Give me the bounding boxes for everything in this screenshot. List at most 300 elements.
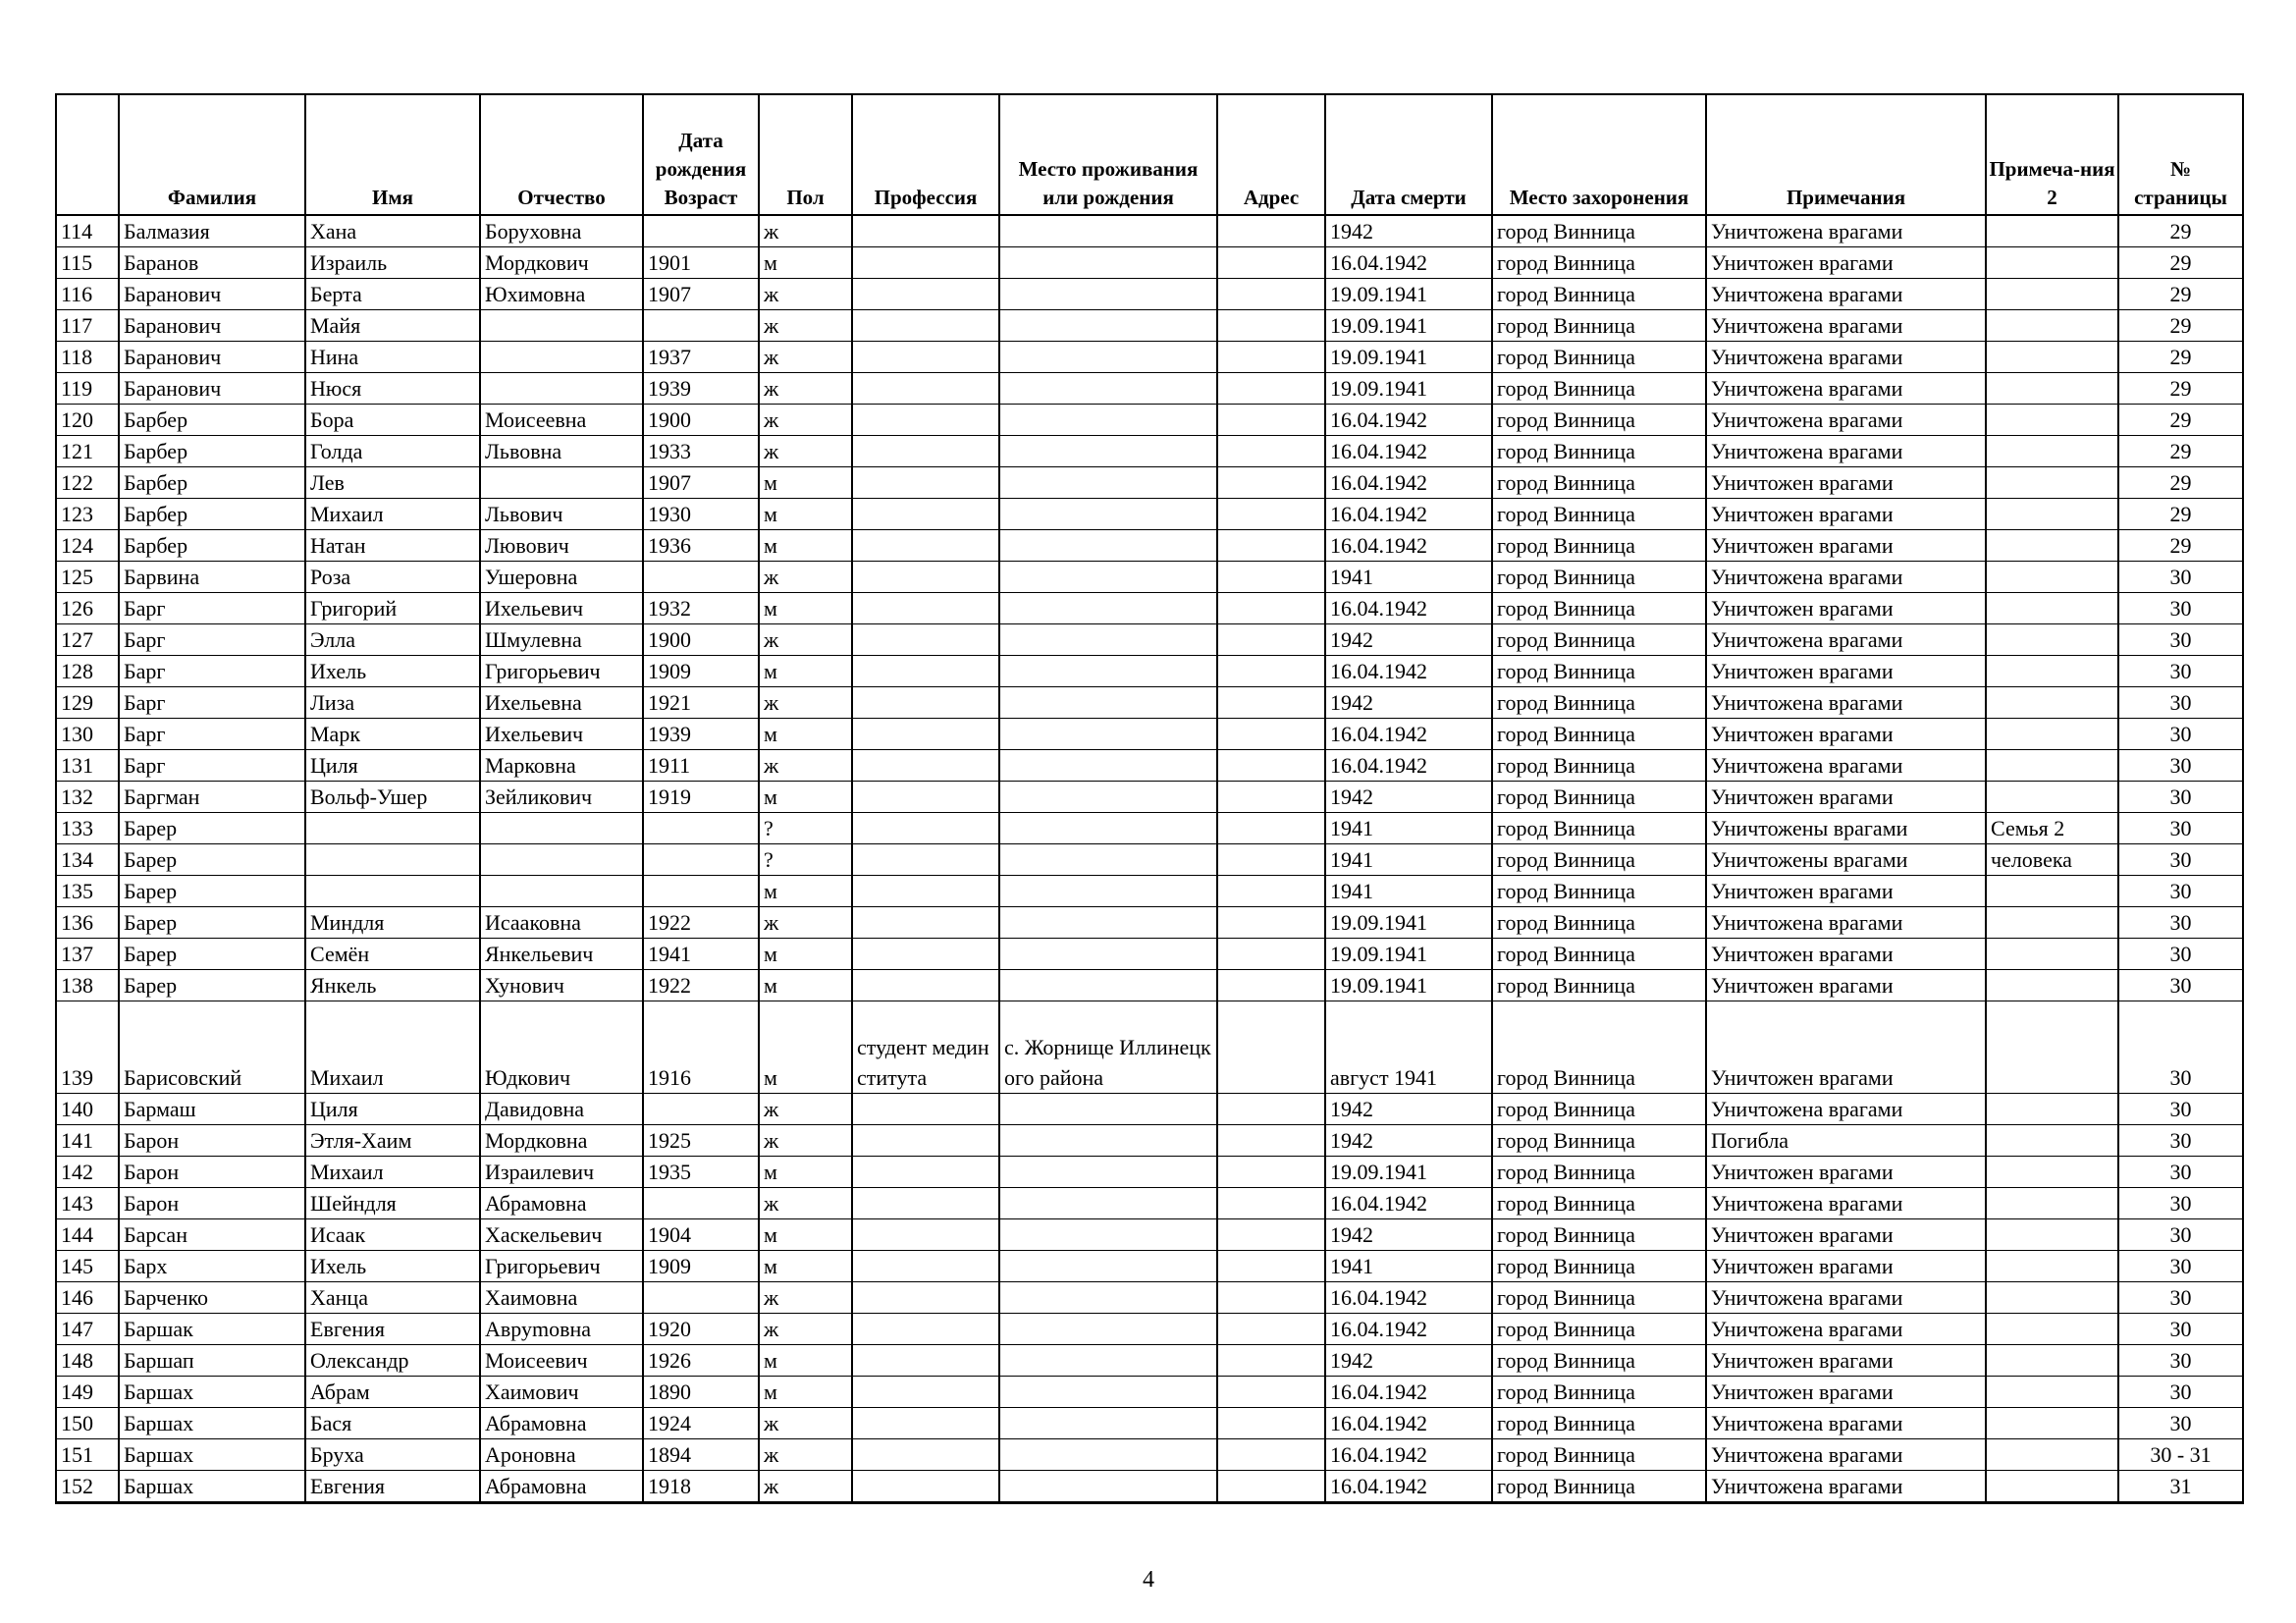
cell-notes-2 bbox=[1986, 656, 2118, 687]
cell-patronymic: Лювович bbox=[480, 530, 643, 562]
cell-notes-2 bbox=[1986, 310, 2118, 342]
table-row bbox=[56, 1094, 2243, 1125]
cell-last-name: Барбер bbox=[119, 405, 305, 436]
cell-page-ref: 30 bbox=[2118, 719, 2243, 750]
cell-last-name: Баранович bbox=[119, 373, 305, 405]
cell-patronymic: Львович bbox=[480, 499, 643, 530]
cell-notes: Уничтожен врагами bbox=[1706, 656, 1986, 687]
cell-patronymic bbox=[480, 467, 643, 499]
cell-profession bbox=[852, 405, 999, 436]
cell-last-name: Баранович bbox=[119, 310, 305, 342]
cell-patronymic: Шмулевна bbox=[480, 624, 643, 656]
cell-patronymic: Исааковна bbox=[480, 907, 643, 939]
cell-residence bbox=[999, 593, 1217, 624]
cell-sex: ж bbox=[759, 215, 852, 247]
cell-residence bbox=[999, 876, 1217, 907]
cell-first-name: Бася bbox=[305, 1408, 480, 1439]
cell-notes-2 bbox=[1986, 1157, 2118, 1188]
cell-profession bbox=[852, 215, 999, 247]
table-row bbox=[56, 844, 2243, 876]
cell-burial-place: город Винница bbox=[1492, 1157, 1706, 1188]
cell-row-number: 138 bbox=[56, 970, 119, 1001]
table-row bbox=[56, 436, 2243, 467]
cell-patronymic bbox=[480, 876, 643, 907]
cell-burial-place: город Винница bbox=[1492, 1314, 1706, 1345]
cell-burial-place: город Винница bbox=[1492, 310, 1706, 342]
cell-profession bbox=[852, 624, 999, 656]
column-header-first-name: Имя bbox=[305, 94, 480, 215]
cell-notes: Уничтожен врагами bbox=[1706, 530, 1986, 562]
cell-notes: Уничтожена врагами bbox=[1706, 907, 1986, 939]
cell-first-name: Ихель bbox=[305, 656, 480, 687]
cell-burial-place: город Винница bbox=[1492, 1094, 1706, 1125]
column-header-last-name: Фамилия bbox=[119, 94, 305, 215]
cell-death-date: 16.04.1942 bbox=[1325, 1408, 1492, 1439]
cell-profession bbox=[852, 970, 999, 1001]
cell-sex: ? bbox=[759, 844, 852, 876]
cell-address bbox=[1217, 215, 1325, 247]
cell-profession bbox=[852, 373, 999, 405]
cell-sex: м bbox=[759, 1157, 852, 1188]
cell-notes-2 bbox=[1986, 1408, 2118, 1439]
cell-sex: ж bbox=[759, 750, 852, 782]
cell-death-date: 1941 bbox=[1325, 562, 1492, 593]
cell-last-name: Барг bbox=[119, 719, 305, 750]
cell-profession bbox=[852, 1377, 999, 1408]
column-header-notes-2: Примеча-ния 2 bbox=[1986, 94, 2118, 215]
cell-sex: м bbox=[759, 1219, 852, 1251]
cell-residence bbox=[999, 530, 1217, 562]
cell-last-name: Барсан bbox=[119, 1219, 305, 1251]
cell-birth-date: 1937 bbox=[643, 342, 759, 373]
cell-residence bbox=[999, 1125, 1217, 1157]
cell-sex: ж bbox=[759, 279, 852, 310]
cell-notes-2 bbox=[1986, 1188, 2118, 1219]
cell-page-ref: 30 bbox=[2118, 907, 2243, 939]
cell-burial-place: город Винница bbox=[1492, 436, 1706, 467]
table-row bbox=[56, 1439, 2243, 1471]
cell-first-name: Евгения bbox=[305, 1471, 480, 1503]
cell-patronymic bbox=[480, 844, 643, 876]
cell-first-name: Циля bbox=[305, 1094, 480, 1125]
cell-notes: Уничтожена врагами bbox=[1706, 562, 1986, 593]
cell-address bbox=[1217, 436, 1325, 467]
cell-birth-date: 1941 bbox=[643, 939, 759, 970]
cell-birth-date: 1939 bbox=[643, 719, 759, 750]
cell-birth-date: 1909 bbox=[643, 1251, 759, 1282]
cell-first-name: Этля-Хаим bbox=[305, 1125, 480, 1157]
cell-first-name: Евгения bbox=[305, 1314, 480, 1345]
cell-last-name: Барер bbox=[119, 876, 305, 907]
cell-residence bbox=[999, 1314, 1217, 1345]
cell-first-name: Лев bbox=[305, 467, 480, 499]
cell-birth-date: 1894 bbox=[643, 1439, 759, 1471]
cell-page-ref: 30 bbox=[2118, 970, 2243, 1001]
table-row bbox=[56, 562, 2243, 593]
cell-birth-date: 1924 bbox=[643, 1408, 759, 1439]
cell-address bbox=[1217, 1001, 1325, 1094]
cell-death-date: 1942 bbox=[1325, 1125, 1492, 1157]
cell-first-name bbox=[305, 844, 480, 876]
cell-row-number: 141 bbox=[56, 1125, 119, 1157]
cell-address bbox=[1217, 1219, 1325, 1251]
cell-first-name: Вольф-Ушер bbox=[305, 782, 480, 813]
cell-sex: ж bbox=[759, 342, 852, 373]
cell-notes: Уничтожена врагами bbox=[1706, 1188, 1986, 1219]
cell-death-date: 16.04.1942 bbox=[1325, 1439, 1492, 1471]
cell-notes-2 bbox=[1986, 719, 2118, 750]
cell-burial-place: город Винница bbox=[1492, 1188, 1706, 1219]
cell-death-date: 16.04.1942 bbox=[1325, 1471, 1492, 1503]
cell-burial-place: город Винница bbox=[1492, 719, 1706, 750]
cell-first-name: Олександр bbox=[305, 1345, 480, 1377]
cell-death-date: 1942 bbox=[1325, 624, 1492, 656]
cell-address bbox=[1217, 342, 1325, 373]
cell-sex: ж bbox=[759, 1439, 852, 1471]
cell-residence bbox=[999, 813, 1217, 844]
table-row bbox=[56, 373, 2243, 405]
cell-page-ref: 30 bbox=[2118, 782, 2243, 813]
cell-last-name: Баршах bbox=[119, 1439, 305, 1471]
column-header-patronymic: Отчество bbox=[480, 94, 643, 215]
cell-page-ref: 30 bbox=[2118, 1001, 2243, 1094]
table-row bbox=[56, 1377, 2243, 1408]
cell-birth-date: 1936 bbox=[643, 530, 759, 562]
cell-patronymic bbox=[480, 813, 643, 844]
cell-last-name: Баршак bbox=[119, 1314, 305, 1345]
cell-patronymic: Мордковна bbox=[480, 1125, 643, 1157]
cell-row-number: 129 bbox=[56, 687, 119, 719]
cell-first-name: Миндля bbox=[305, 907, 480, 939]
cell-first-name: Хана bbox=[305, 215, 480, 247]
cell-last-name: Барер bbox=[119, 813, 305, 844]
cell-residence bbox=[999, 656, 1217, 687]
table-row bbox=[56, 782, 2243, 813]
cell-last-name: Барг bbox=[119, 593, 305, 624]
cell-profession bbox=[852, 1251, 999, 1282]
cell-sex: м bbox=[759, 939, 852, 970]
cell-notes: Уничтожена врагами bbox=[1706, 1282, 1986, 1314]
cell-burial-place: город Винница bbox=[1492, 1377, 1706, 1408]
cell-residence bbox=[999, 215, 1217, 247]
cell-birth-date: 1919 bbox=[643, 782, 759, 813]
cell-burial-place: город Винница bbox=[1492, 499, 1706, 530]
cell-page-ref: 29 bbox=[2118, 215, 2243, 247]
cell-first-name: Михаил bbox=[305, 499, 480, 530]
cell-first-name: Циля bbox=[305, 750, 480, 782]
cell-row-number: 135 bbox=[56, 876, 119, 907]
cell-birth-date: 1939 bbox=[643, 373, 759, 405]
cell-notes: Уничтожен врагами bbox=[1706, 1157, 1986, 1188]
cell-residence bbox=[999, 1282, 1217, 1314]
cell-profession bbox=[852, 656, 999, 687]
cell-page-ref: 30 bbox=[2118, 844, 2243, 876]
cell-notes-2 bbox=[1986, 1125, 2118, 1157]
table-row bbox=[56, 1314, 2243, 1345]
cell-death-date: 19.09.1941 bbox=[1325, 342, 1492, 373]
cell-birth-date: 1900 bbox=[643, 624, 759, 656]
cell-row-number: 119 bbox=[56, 373, 119, 405]
cell-sex: м bbox=[759, 1001, 852, 1094]
cell-row-number: 125 bbox=[56, 562, 119, 593]
cell-address bbox=[1217, 1125, 1325, 1157]
cell-page-ref: 30 bbox=[2118, 1188, 2243, 1219]
cell-death-date: 19.09.1941 bbox=[1325, 907, 1492, 939]
cell-first-name: Израиль bbox=[305, 247, 480, 279]
cell-notes: Уничтожен врагами bbox=[1706, 499, 1986, 530]
cell-birth-date: 1933 bbox=[643, 436, 759, 467]
cell-sex: ж bbox=[759, 687, 852, 719]
cell-burial-place: город Винница bbox=[1492, 624, 1706, 656]
cell-last-name: Барер bbox=[119, 907, 305, 939]
cell-notes-2 bbox=[1986, 436, 2118, 467]
cell-row-number: 126 bbox=[56, 593, 119, 624]
cell-first-name: Нина bbox=[305, 342, 480, 373]
cell-page-ref: 30 bbox=[2118, 656, 2243, 687]
cell-sex: м bbox=[759, 247, 852, 279]
cell-profession bbox=[852, 467, 999, 499]
cell-profession bbox=[852, 499, 999, 530]
table-row bbox=[56, 1471, 2243, 1503]
cell-address bbox=[1217, 373, 1325, 405]
cell-notes: Уничтожена врагами bbox=[1706, 373, 1986, 405]
cell-birth-date bbox=[643, 215, 759, 247]
cell-notes-2 bbox=[1986, 1439, 2118, 1471]
cell-birth-date: 1911 bbox=[643, 750, 759, 782]
cell-page-ref: 29 bbox=[2118, 310, 2243, 342]
cell-page-ref: 29 bbox=[2118, 467, 2243, 499]
cell-death-date: 1941 bbox=[1325, 1251, 1492, 1282]
cell-death-date: 19.09.1941 bbox=[1325, 970, 1492, 1001]
cell-notes-2 bbox=[1986, 405, 2118, 436]
cell-notes: Уничтожен врагами bbox=[1706, 782, 1986, 813]
cell-last-name: Барг bbox=[119, 656, 305, 687]
cell-burial-place: город Винница bbox=[1492, 939, 1706, 970]
cell-patronymic: Абрамовна bbox=[480, 1471, 643, 1503]
cell-notes-2 bbox=[1986, 279, 2118, 310]
cell-birth-date bbox=[643, 813, 759, 844]
cell-row-number: 121 bbox=[56, 436, 119, 467]
column-header-sex: Пол bbox=[759, 94, 852, 215]
cell-profession bbox=[852, 530, 999, 562]
cell-birth-date: 1925 bbox=[643, 1125, 759, 1157]
cell-notes-2 bbox=[1986, 939, 2118, 970]
cell-notes: Уничтожена врагами bbox=[1706, 279, 1986, 310]
cell-birth-date: 1921 bbox=[643, 687, 759, 719]
table-row bbox=[56, 405, 2243, 436]
cell-address bbox=[1217, 1471, 1325, 1503]
cell-row-number: 150 bbox=[56, 1408, 119, 1439]
cell-patronymic: Хаскельевич bbox=[480, 1219, 643, 1251]
cell-death-date: 16.04.1942 bbox=[1325, 1282, 1492, 1314]
cell-page-ref: 30 bbox=[2118, 876, 2243, 907]
cell-notes-2 bbox=[1986, 624, 2118, 656]
cell-death-date: 19.09.1941 bbox=[1325, 310, 1492, 342]
cell-notes: Погибла bbox=[1706, 1125, 1986, 1157]
table-row bbox=[56, 279, 2243, 310]
cell-notes-2 bbox=[1986, 750, 2118, 782]
cell-notes-2 bbox=[1986, 970, 2118, 1001]
cell-address bbox=[1217, 1251, 1325, 1282]
column-header-page-ref: № страницы bbox=[2118, 94, 2243, 215]
table-row bbox=[56, 215, 2243, 247]
cell-first-name: Марк bbox=[305, 719, 480, 750]
cell-profession bbox=[852, 310, 999, 342]
cell-birth-date bbox=[643, 876, 759, 907]
cell-residence bbox=[999, 624, 1217, 656]
cell-birth-date: 1930 bbox=[643, 499, 759, 530]
column-header-residence: Место проживания или рождения bbox=[999, 94, 1217, 215]
cell-burial-place: город Винница bbox=[1492, 1471, 1706, 1503]
cell-row-number: 124 bbox=[56, 530, 119, 562]
cell-profession bbox=[852, 1188, 999, 1219]
cell-burial-place: город Винница bbox=[1492, 750, 1706, 782]
cell-notes: Уничтожен врагами bbox=[1706, 1219, 1986, 1251]
cell-sex: ж bbox=[759, 562, 852, 593]
cell-sex: ж bbox=[759, 1471, 852, 1503]
cell-sex: м bbox=[759, 1345, 852, 1377]
cell-residence bbox=[999, 405, 1217, 436]
cell-address bbox=[1217, 782, 1325, 813]
cell-first-name: Абрам bbox=[305, 1377, 480, 1408]
cell-page-ref: 30 bbox=[2118, 813, 2243, 844]
cell-page-ref: 30 - 31 bbox=[2118, 1439, 2243, 1471]
cell-last-name: Баргман bbox=[119, 782, 305, 813]
cell-birth-date bbox=[643, 1282, 759, 1314]
cell-death-date: 16.04.1942 bbox=[1325, 499, 1492, 530]
cell-first-name: Ихель bbox=[305, 1251, 480, 1282]
cell-notes: Уничтожена врагами bbox=[1706, 405, 1986, 436]
cell-burial-place: город Винница bbox=[1492, 656, 1706, 687]
cell-sex: ? bbox=[759, 813, 852, 844]
cell-patronymic: Зейликович bbox=[480, 782, 643, 813]
table-row bbox=[56, 530, 2243, 562]
cell-notes: Уничтожен врагами bbox=[1706, 1001, 1986, 1094]
cell-burial-place: город Винница bbox=[1492, 1219, 1706, 1251]
cell-first-name: Натан bbox=[305, 530, 480, 562]
table-row bbox=[56, 1408, 2243, 1439]
cell-profession bbox=[852, 593, 999, 624]
cell-first-name: Исаак bbox=[305, 1219, 480, 1251]
table-row bbox=[56, 750, 2243, 782]
cell-row-number: 128 bbox=[56, 656, 119, 687]
cell-first-name: Нюся bbox=[305, 373, 480, 405]
cell-notes-2 bbox=[1986, 1314, 2118, 1345]
table-row bbox=[56, 1219, 2243, 1251]
cell-last-name: Барбер bbox=[119, 436, 305, 467]
cell-notes-2 bbox=[1986, 499, 2118, 530]
cell-sex: м bbox=[759, 530, 852, 562]
cell-residence bbox=[999, 970, 1217, 1001]
cell-burial-place: город Винница bbox=[1492, 247, 1706, 279]
table-row bbox=[56, 1001, 2243, 1094]
cell-burial-place: город Винница bbox=[1492, 467, 1706, 499]
cell-first-name: Бруха bbox=[305, 1439, 480, 1471]
cell-residence bbox=[999, 562, 1217, 593]
cell-sex: ж bbox=[759, 1314, 852, 1345]
cell-row-number: 146 bbox=[56, 1282, 119, 1314]
cell-first-name: Элла bbox=[305, 624, 480, 656]
cell-death-date: 19.09.1941 bbox=[1325, 373, 1492, 405]
cell-notes: Уничтожена врагами bbox=[1706, 1314, 1986, 1345]
cell-page-ref: 31 bbox=[2118, 1471, 2243, 1503]
cell-burial-place: город Винница bbox=[1492, 1125, 1706, 1157]
cell-notes-2 bbox=[1986, 247, 2118, 279]
cell-death-date: 1941 bbox=[1325, 876, 1492, 907]
table-row bbox=[56, 467, 2243, 499]
cell-patronymic: Абрамовна bbox=[480, 1188, 643, 1219]
cell-row-number: 115 bbox=[56, 247, 119, 279]
cell-row-number: 139 bbox=[56, 1001, 119, 1094]
cell-page-ref: 29 bbox=[2118, 279, 2243, 310]
cell-sex: ж bbox=[759, 624, 852, 656]
cell-residence bbox=[999, 436, 1217, 467]
cell-burial-place: город Винница bbox=[1492, 279, 1706, 310]
cell-birth-date: 1918 bbox=[643, 1471, 759, 1503]
cell-burial-place: город Винница bbox=[1492, 876, 1706, 907]
cell-residence bbox=[999, 750, 1217, 782]
cell-residence bbox=[999, 279, 1217, 310]
cell-residence: с. Жорнище Иллинецкого района bbox=[999, 1001, 1217, 1094]
cell-address bbox=[1217, 467, 1325, 499]
cell-burial-place: город Винница bbox=[1492, 813, 1706, 844]
cell-page-ref: 30 bbox=[2118, 1219, 2243, 1251]
cell-profession bbox=[852, 1345, 999, 1377]
cell-residence bbox=[999, 1251, 1217, 1282]
cell-profession bbox=[852, 1125, 999, 1157]
cell-address bbox=[1217, 1157, 1325, 1188]
cell-sex: м bbox=[759, 1251, 852, 1282]
cell-patronymic: Григорьевич bbox=[480, 1251, 643, 1282]
cell-sex: м bbox=[759, 970, 852, 1001]
cell-page-ref: 30 bbox=[2118, 562, 2243, 593]
cell-notes: Уничтожен врагами bbox=[1706, 467, 1986, 499]
cell-sex: м bbox=[759, 719, 852, 750]
cell-death-date: август 1941 bbox=[1325, 1001, 1492, 1094]
cell-patronymic bbox=[480, 373, 643, 405]
cell-death-date: 19.09.1941 bbox=[1325, 1157, 1492, 1188]
cell-birth-date: 1890 bbox=[643, 1377, 759, 1408]
cell-row-number: 147 bbox=[56, 1314, 119, 1345]
cell-notes-2: человека bbox=[1986, 844, 2118, 876]
cell-birth-date: 1901 bbox=[643, 247, 759, 279]
cell-notes: Уничтожена врагами bbox=[1706, 624, 1986, 656]
cell-address bbox=[1217, 593, 1325, 624]
cell-first-name: Берта bbox=[305, 279, 480, 310]
cell-residence bbox=[999, 1094, 1217, 1125]
column-header-birth-date: Дата рождения Возраст bbox=[643, 94, 759, 215]
cell-notes-2 bbox=[1986, 876, 2118, 907]
cell-page-ref: 29 bbox=[2118, 247, 2243, 279]
cell-burial-place: город Винница bbox=[1492, 593, 1706, 624]
cell-burial-place: город Винница bbox=[1492, 1345, 1706, 1377]
cell-row-number: 149 bbox=[56, 1377, 119, 1408]
cell-row-number: 130 bbox=[56, 719, 119, 750]
victims-register-table bbox=[55, 93, 2244, 1504]
cell-address bbox=[1217, 1282, 1325, 1314]
cell-notes-2 bbox=[1986, 562, 2118, 593]
cell-last-name: Баршах bbox=[119, 1408, 305, 1439]
cell-address bbox=[1217, 970, 1325, 1001]
cell-row-number: 118 bbox=[56, 342, 119, 373]
cell-address bbox=[1217, 1345, 1325, 1377]
cell-burial-place: город Винница bbox=[1492, 970, 1706, 1001]
cell-page-ref: 29 bbox=[2118, 405, 2243, 436]
cell-sex: м bbox=[759, 876, 852, 907]
cell-address bbox=[1217, 750, 1325, 782]
cell-residence bbox=[999, 782, 1217, 813]
cell-address bbox=[1217, 1377, 1325, 1408]
